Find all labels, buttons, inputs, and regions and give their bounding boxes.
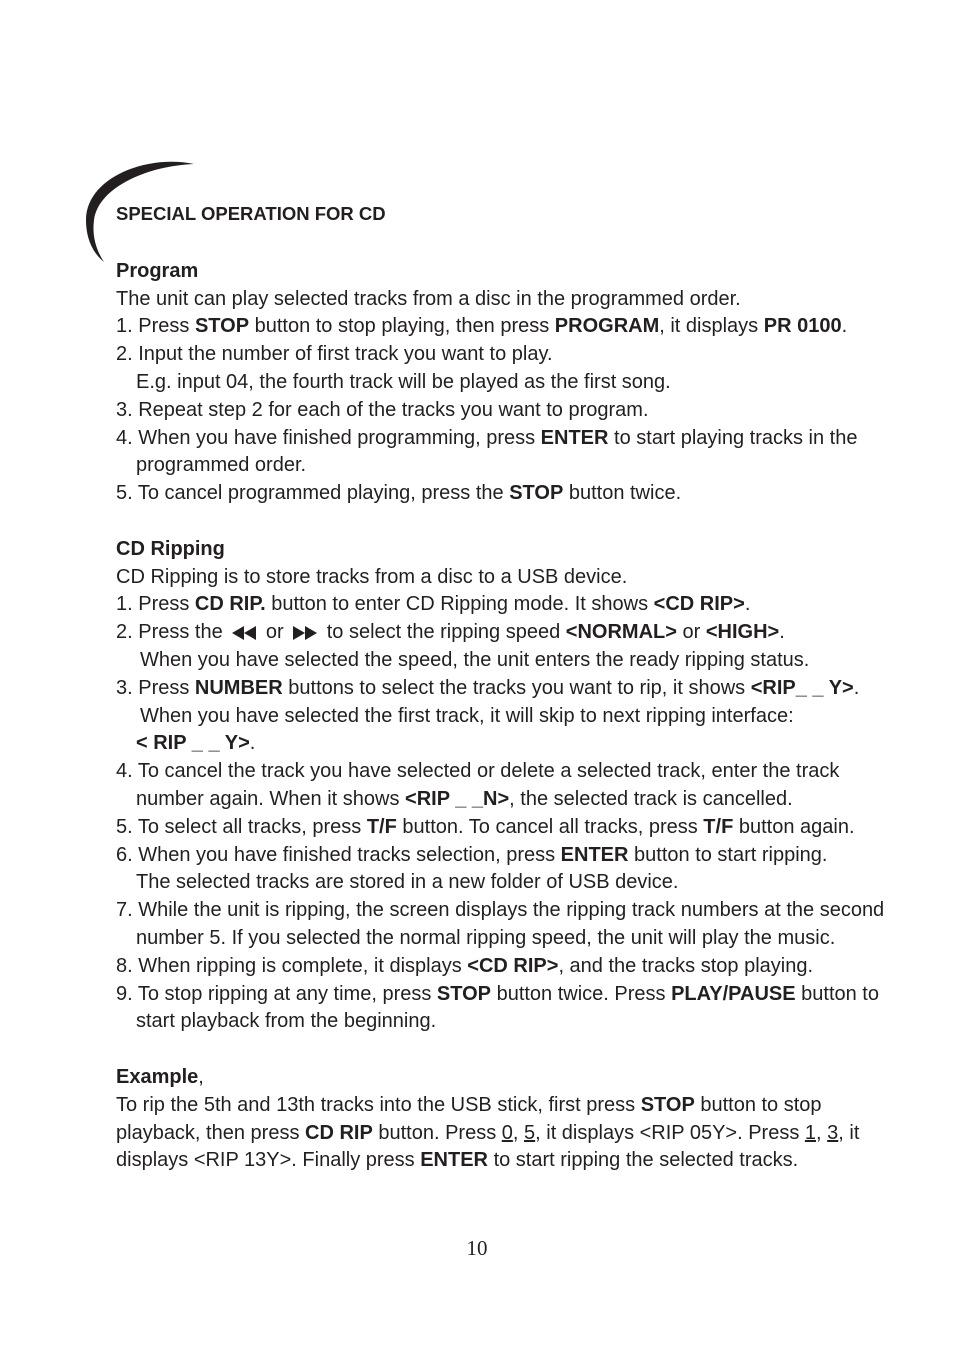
ripping-step-6-note: The selected tracks are stored in a new folder of USB device.: [136, 871, 679, 894]
program-step-2-example: E.g. input 04, the fourth track will be played as the first song.: [136, 370, 671, 393]
program-step-5: 5. To cancel programmed playing, press the STOP button twice.: [116, 482, 682, 505]
rewind-icon: [230, 626, 258, 640]
example-heading: Example,: [116, 1065, 204, 1088]
program-intro: The unit can play selected tracks from a disc in the programmed order.: [116, 287, 741, 310]
ripping-step-5: 5. To select all tracks, press T/F button. To cancel all tracks, press T/F button again.: [116, 815, 855, 838]
ripping-step-3: 3. Press NUMBER buttons to select the tracks you want to rip, it shows <RIP_ _ Y>.: [116, 676, 860, 699]
ripping-step-7: 7. While the unit is ripping, the screen displays the ripping track numbers at the second number 5. If you selected the normal ripping speed, the unit will play the music.: [116, 899, 885, 949]
page-content: [116, 200, 906, 1175]
ripping-step-3-value: < RIP _ _ Y>.: [136, 732, 256, 755]
ripping-step-8: 8. When ripping is complete, it displays <CD RIP>, and the tracks stop playing.: [116, 954, 814, 977]
ripping-heading: CD Ripping: [116, 537, 225, 560]
ripping-step-9: 9. To stop ripping at any time, press STOP button twice. Press PLAY/PAUSE button to start playback from the beginning.: [116, 982, 879, 1033]
example-text: To rip the 5th and 13th tracks into the USB stick, first press STOP button to stop playback, then press CD RIP button. Press 0, 5, it displays <RIP 05Y>. Press 1, 3, it displays <RIP 13Y>. Finally press ENTER to start ripping the selected tracks.: [116, 1093, 860, 1172]
program-step-4: 4. When you have finished programming, press ENTER to start playing tracks in the programmed order.: [116, 426, 858, 477]
ripping-step-3-note: When you have selected the first track, it will skip to next ripping interface:: [140, 704, 794, 727]
program-step-2: 2. Input the number of first track you want to play.: [116, 343, 553, 366]
ripping-intro: CD Ripping is to store tracks from a disc to a USB device.: [116, 565, 628, 588]
ripping-step-1: 1. Press CD RIP. button to enter CD Ripping mode. It shows <CD RIP>.: [116, 593, 751, 616]
ripping-step-4: 4. To cancel the track you have selected or delete a selected track, enter the track number again. When it shows <RIP _ _N>, the selected track is cancelled.: [116, 760, 840, 810]
ripping-step-2: 2. Press the or to select the ripping speed <NORMAL> or <HIGH>.: [116, 621, 785, 644]
program-step-3: 3. Repeat step 2 for each of the tracks you want to program.: [116, 398, 649, 421]
page-title: SPECIAL OPERATION FOR CD: [116, 203, 386, 224]
fast-forward-icon: [291, 626, 319, 640]
ripping-step-2-note: When you have selected the speed, the unit enters the ready ripping status.: [140, 648, 810, 671]
program-step-1: 1. Press STOP button to stop playing, then press PROGRAM, it displays PR 0100.: [116, 315, 848, 338]
page-number: 10: [466, 1236, 488, 1260]
ripping-step-6: 6. When you have finished tracks selection, press ENTER button to start ripping.: [116, 843, 828, 866]
program-heading: Program: [116, 259, 199, 282]
